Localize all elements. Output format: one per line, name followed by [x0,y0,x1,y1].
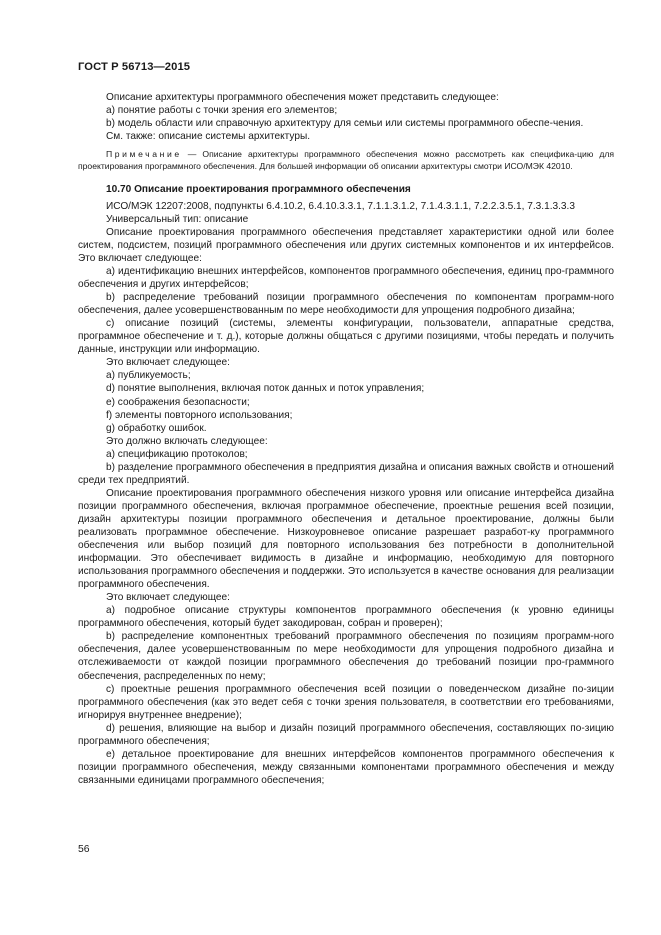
reference-line: ИСО/МЭК 12207:2008, подпункты 6.4.10.2, 6.4.10.3.3.1, 7.1.1.3.1.2, 7.1.4.3.1.1, 7.2.2.3.5.1, 7.3.1.3.3.3 [106,200,575,212]
list-item: a) идентификацию внешних интерфейсов, компонентов программного обеспечения, единиц про-граммного обеспечения и других интерфейсов; [78,266,614,291]
list-item: a) подробное описание структуры компонентов программного обеспечения (к уровню единицы программного обеспечения, который будет закодирован, собран и проверен); [78,605,614,630]
list-item: b) распределение компонентных требований программного обеспечения по позициям программ-ного обеспечения, далее усовершенствованным по мере необходимости для упрощения подробного дизайна и отслеживаемости от каждой позиции программного обеспечения до требований позиции про-граммного обеспечения, распределенных по нему; [78,631,614,682]
page-number: 56 [78,844,90,855]
section-heading [78,183,614,196]
note-dash: — [181,149,203,160]
list-item: f) элементы повторного использования; [106,409,293,421]
paragraph: Это включает следующее: [106,592,230,604]
note-label: Примечание [106,149,182,160]
list-item: g) обработку ошибок. [106,422,207,434]
list-item: b) модель области или справочную архитектуру для семьи или системы программного обеспе-чения. [106,118,584,130]
note-text: Описание архитектуры программного обеспечения можно рассмотреть как специфика-цию для проектирования программного обеспечения. Для большей информации об описании архитектуры смотри ИСО/МЭК 42010. [78,149,615,171]
list-item: c) описание позиций (системы, элементы конфигурации, пользователи, аппаратные средства, программное обеспечение и т. д.), которые должны общаться с другими позициями, чтобы передать и получить данные, инструкции или информацию. [78,318,614,356]
paragraph: Это должно включать следующее: [106,435,268,447]
list-item: e) соображения безопасности; [106,396,250,408]
document-header: ГОСТ Р 56713—2015 [78,61,191,73]
document-body [78,91,614,787]
paragraph: Описание архитектуры программного обеспечения может представить следующее: [106,92,499,103]
paragraph: Описание проектирования программного обеспечения представляет характеристики одной или более систем, подсистем, позиций программного обеспечения или других системных компонентов и их интерфейсов. Это включает следующее: [78,226,614,265]
list-item: b) распределение требований позиции программного обеспечения по компонентам программ-ного обеспечения, далее усовершенствованным по мере необходимости для упрощения подробного дизайна; [78,292,614,317]
section-title: Описание проектирования программного обеспечения [134,183,411,195]
note [78,149,614,173]
list-item: d) решения, влияющие на выбор и дизайн позиций программного обеспечения, составляющих по-зицию программного обеспечения; [78,722,614,747]
list-item: c) проектные решения программного обеспечения всей позиции о поведенческом дизайне по-зиции программного обеспечения (как это ведет себя с точки зрения пользователя, в соответствии его требованиями, игнорируя внутреннее внедрение); [78,683,614,721]
list-item: a) понятие работы с точки зрения его элементов; [106,105,338,117]
type-line: Универсальный тип: описание [106,213,249,225]
list-item: a) публикуемость; [106,370,191,382]
list-item: a) спецификацию протоколов; [106,448,248,460]
list-item: d) понятие выполнения, включая поток данных и поток управления; [106,383,425,395]
section-number: 10.70 [106,183,132,195]
list-item: e) детальное проектирование для внешних интерфейсов компонентов программного обеспечения к позиции программного обеспечения, между связанными компонентами программного обеспечения и между связанными единицами программного обеспечения; [78,748,614,786]
paragraph: Описание проектирования программного обеспечения низкого уровня или описание интерфейса дизайна позиции программного обеспечения, включая программное обеспечение, проектные решения всей позиции, дизайн архитектуры позиции программного обеспечения и детальное проектирование, должны были реализовать программное обеспечение. Низкоуровневое описание разрешает разработ-ку программного обеспечения или выбор позиций для повторного использования без потребности в дополнительной информации. Это обеспечивает видимость в дизайне и информацию, необходимую для повторного использования программного обеспечения и поддержки. Это используется в качестве основания для реализации программного обеспечения. [78,487,614,591]
list-item: b) разделение программного обеспечения в предприятия дизайна и описания важных свойств и отношений среди тех предприятий. [78,461,614,486]
paragraph: Это включает следующее: [106,357,230,369]
see-also: См. также: описание системы архитектуры. [106,131,311,143]
